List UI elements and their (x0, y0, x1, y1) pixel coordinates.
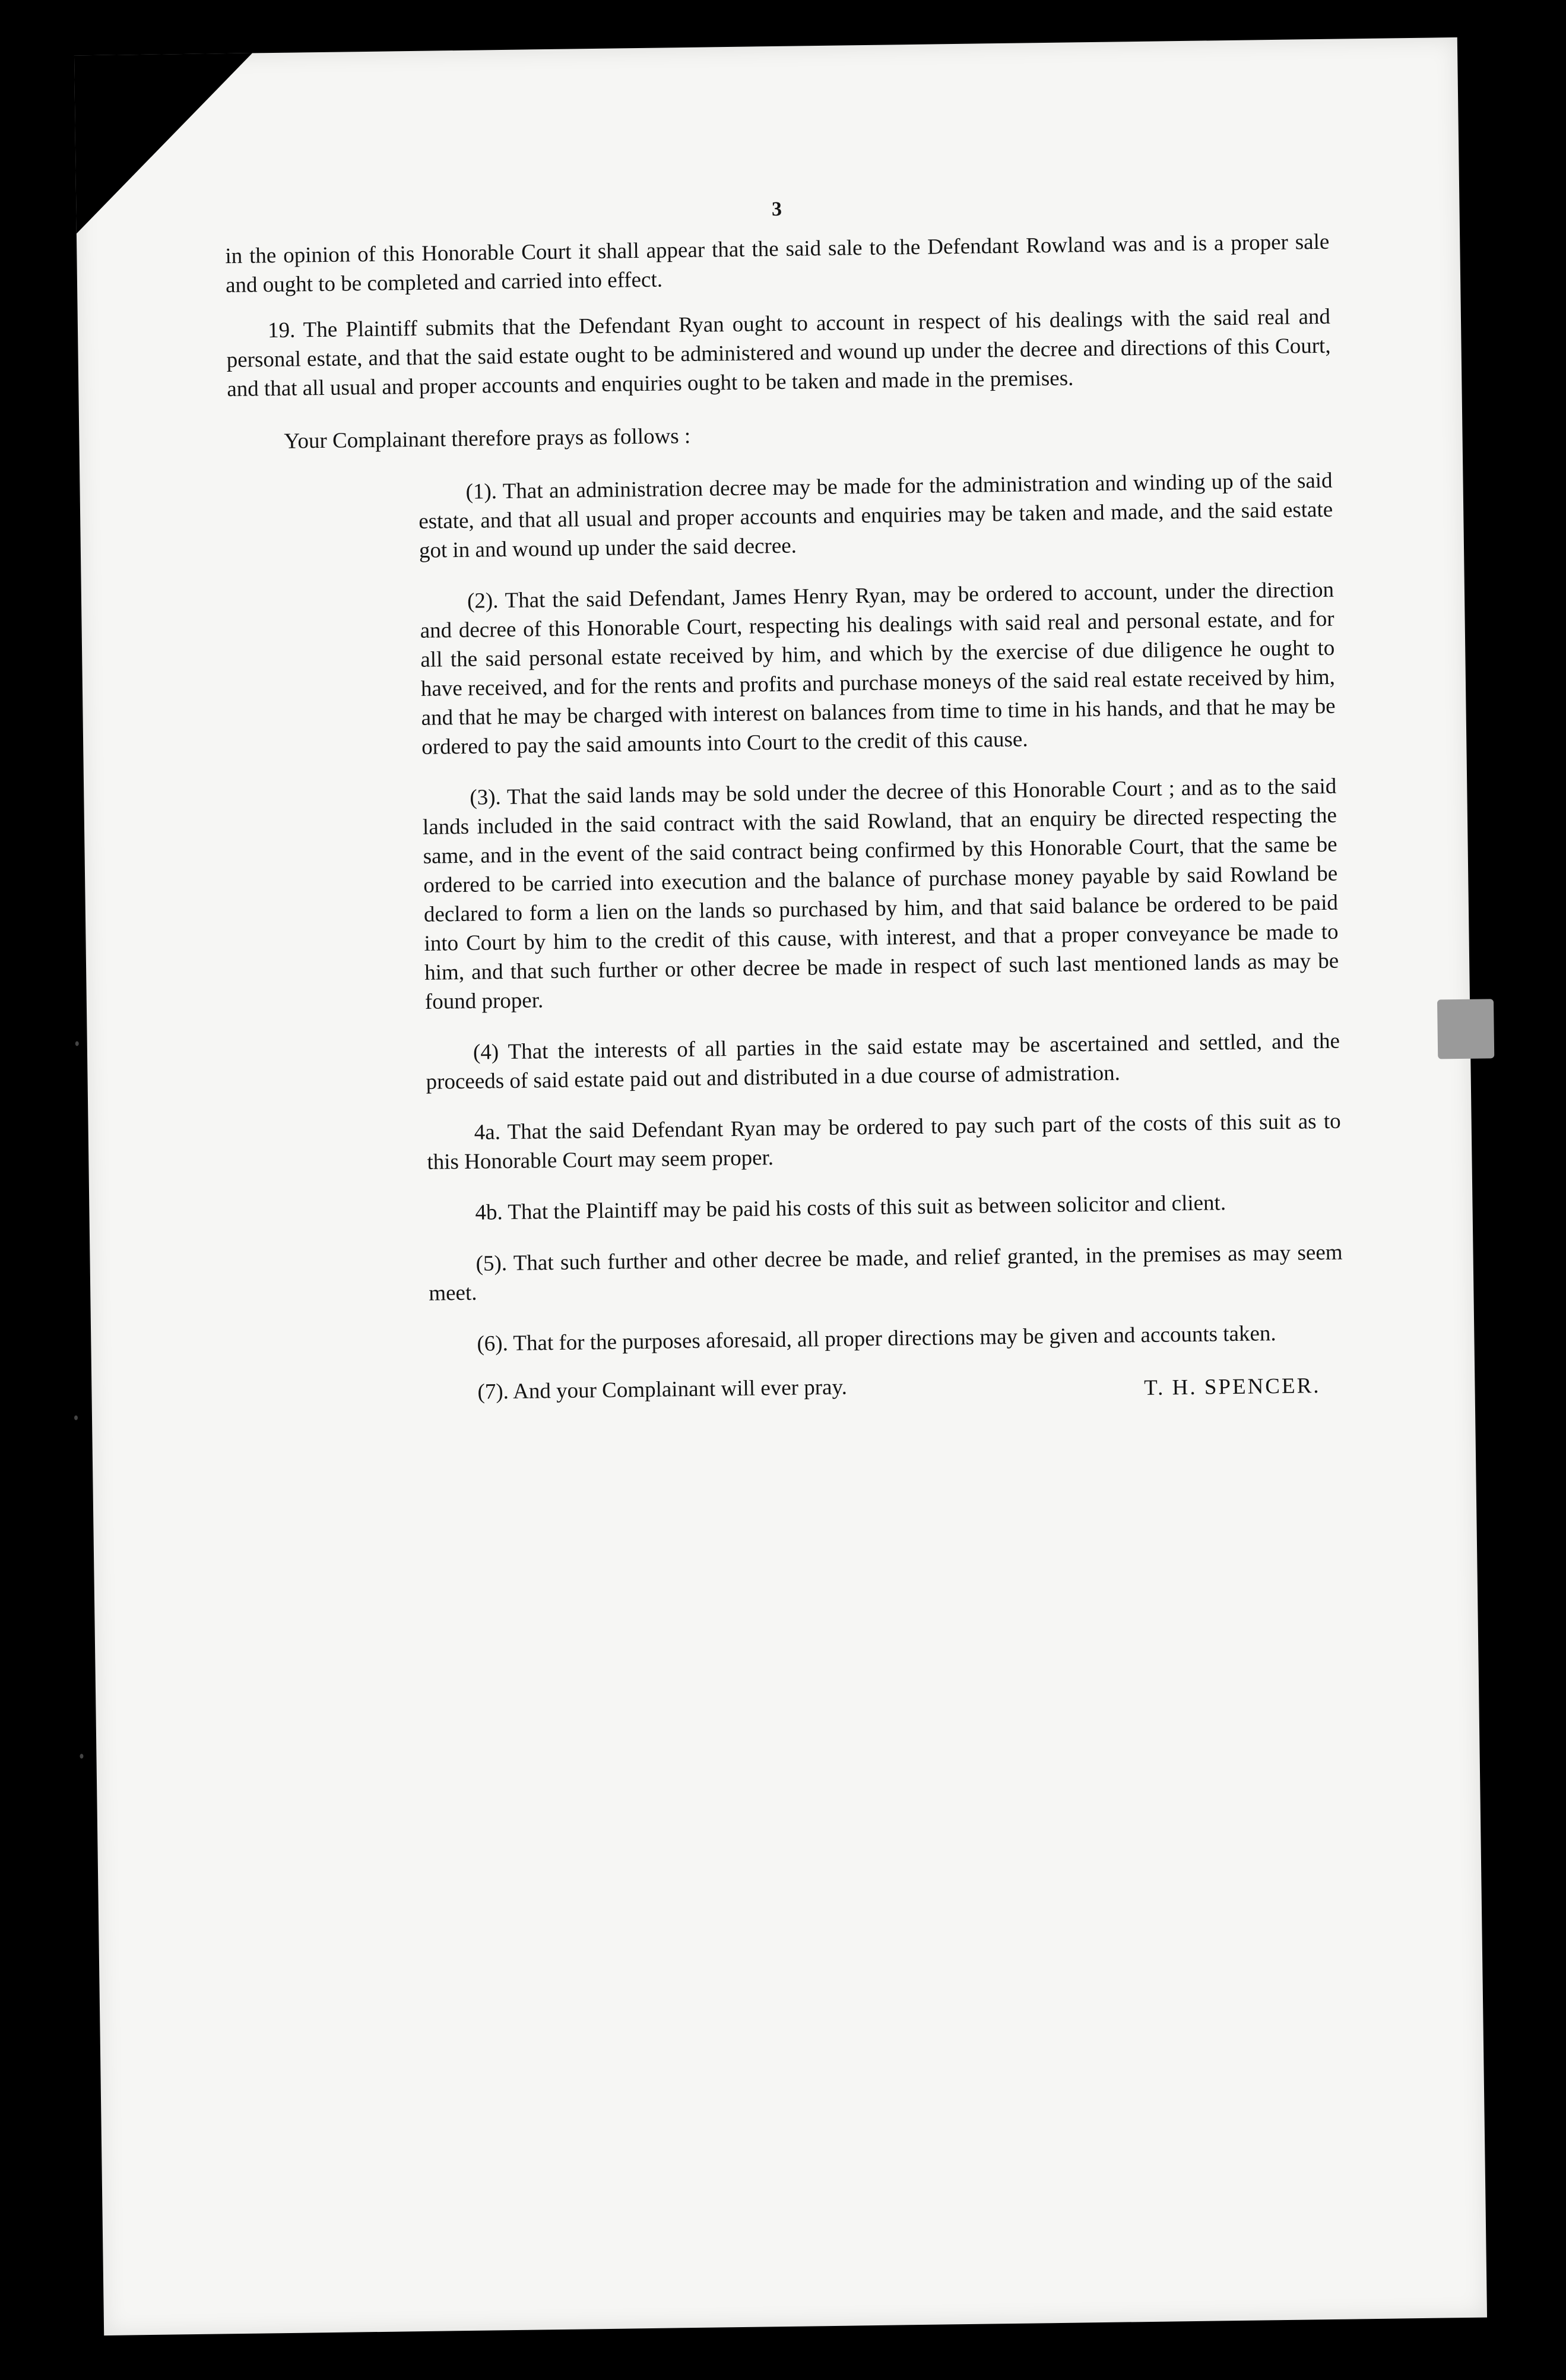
document-body (224, 188, 1344, 1410)
ink-speck (74, 1416, 78, 1420)
page-number: 3 (771, 198, 782, 221)
ink-speck (80, 1754, 83, 1758)
closing-row (430, 1366, 1345, 1408)
prayer-intro: Your Complainant therefore prays as follows : (284, 423, 691, 454)
prayer-item-4b: 4b. That the Plaintiff may be paid his costs of this suit as between solicitor and client. (475, 1191, 1226, 1225)
prayer-item-7: (7). And your Complainant will ever pray. (477, 1375, 848, 1404)
prayer-item-4a: 4a. That the said Defendant Ryan may be ordered to pay such part of the costs of this suit as to this Honorable Court may seem proper. (427, 1109, 1341, 1175)
prayer-item-6: (6). That for the purposes aforesaid, all proper directions may be given and accounts taken. (477, 1321, 1276, 1356)
document-page (74, 37, 1487, 2335)
prayer-item-4: (4) That the interests of all parties in the said estate may be ascertained and settled, and the proceeds of said estate paid out and distributed in a due course of admistration. (426, 1028, 1340, 1094)
continuation-paragraph: in the opinion of this Honorable Court it shall appear that the said sale to the Defendant Rowland was and is a proper sale and ought to be completed and carried into effect. (225, 229, 1330, 298)
page-edge-tab (1437, 999, 1494, 1059)
prayer-item-3: (3). That the said lands may be sold under the decree of this Honorable Court ; and as to the said lands included in the said contract with the said Rowland, that an enquiry be directed respecting the same, and in the event of the said contract being confirmed by this Honorable Court, that the same be ordered to be carried into execution and the balance of purchase money payable by said Rowland be declared to form a lien on the lands so purchased by him, and that said balance be ordered to be paid into Court by him to the credit of this cause, with interest, and that a proper conveyance be made to him, and that such further or other decree be made in respect of such last mentioned lands as may be found proper. (422, 774, 1339, 1014)
prayer-item-5: (5). That such further and other decree be made, and relief granted, in the premises as may seem meet. (429, 1240, 1343, 1306)
ink-speck (75, 1041, 79, 1046)
signature: T. H. SPENCER. (1143, 1373, 1321, 1401)
prayer-item-2: (2). That the said Defendant, James Henry Ryan, may be ordered to account, under the direction and decree of this Honorable Court, respecting his dealings with said real and personal estate, and for all the said personal estate received by him, and which by the exercise of due diligence he ought to have received, and for the rents and profits and purchase moneys of the said real estate received by him, and that he may be charged with interest on balances from time to time in his hands, and that he may be ordered to pay the said amounts into Court to the credit of this cause. (420, 577, 1336, 759)
prayer-item-1: (1). That an administration decree may be made for the administration and winding up of the said estate, and that all usual and proper accounts and enquiries may be taken and made, and the said estate got in and wound up under the said decree. (419, 468, 1333, 563)
paragraph-19: 19. The Plaintiff submits that the Defendant Ryan ought to account in respect of his dealings with the said real and personal estate, and that the said estate ought to be administered and wound up under the decree and directions of this Court, and that all usual and proper accounts and enquiries ought to be taken and made in the premises. (226, 304, 1331, 402)
